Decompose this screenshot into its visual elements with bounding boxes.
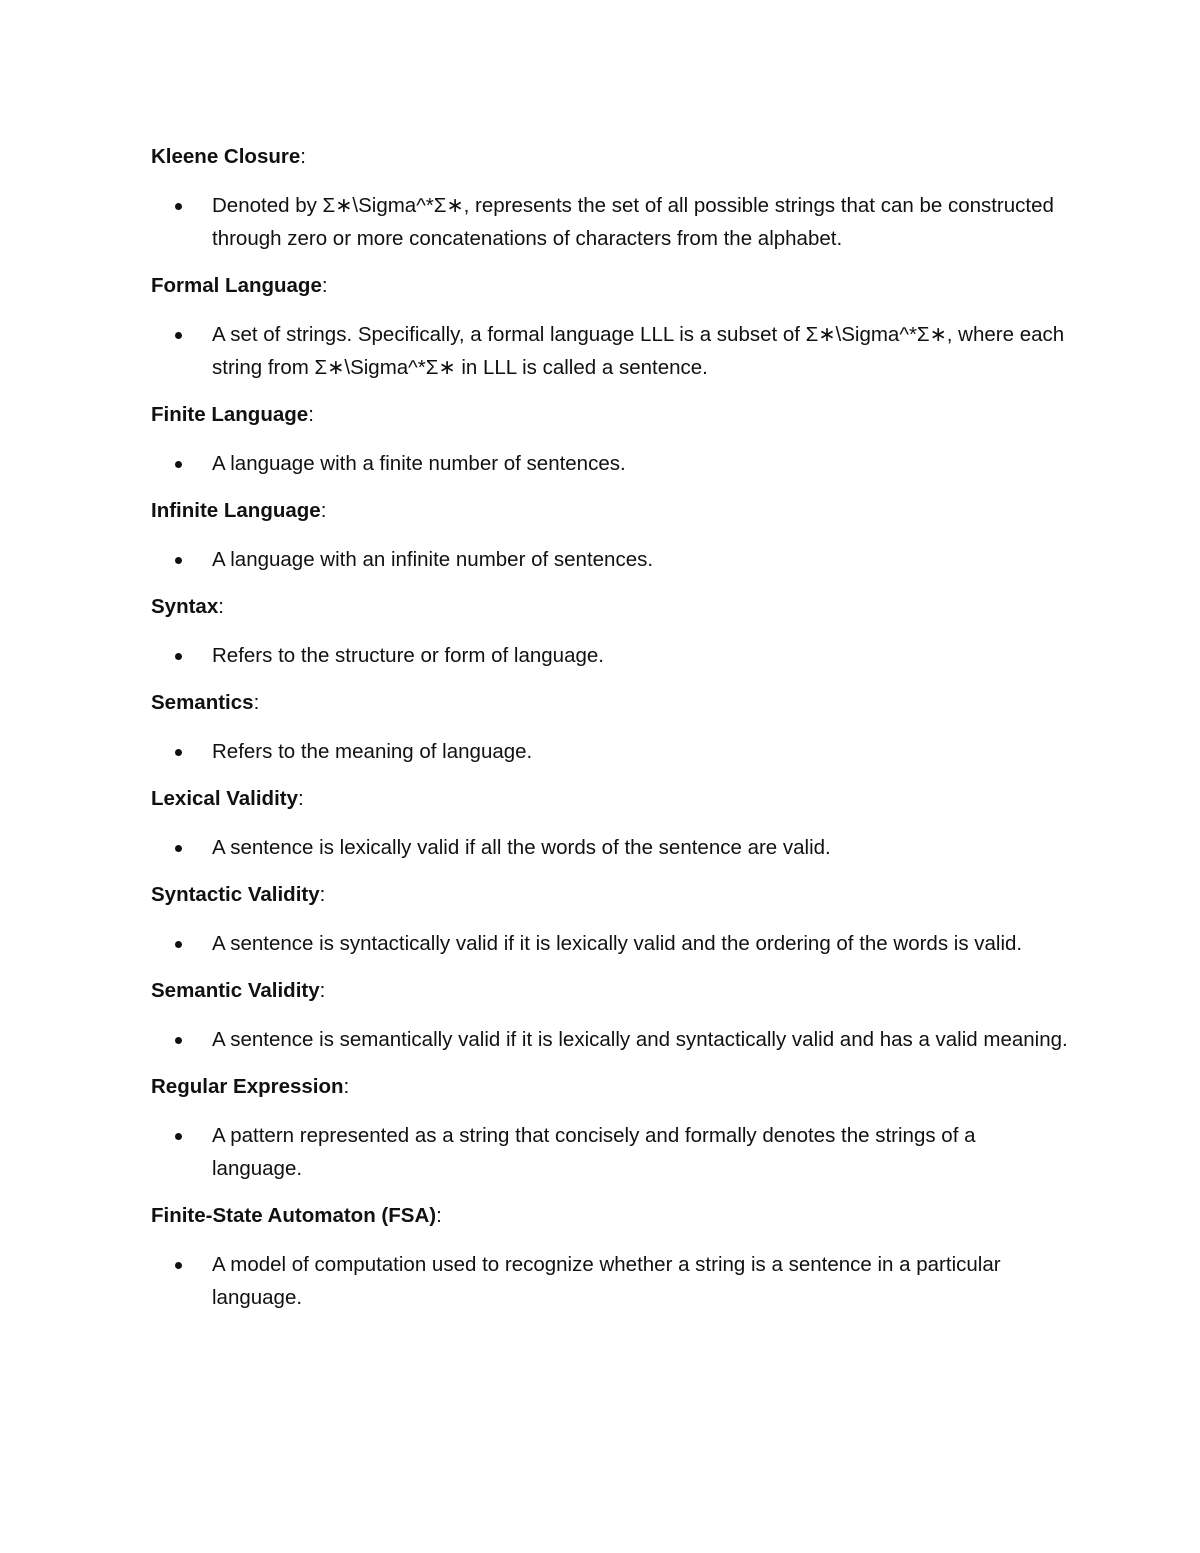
term-title: Syntactic Validity bbox=[151, 883, 320, 906]
definition-text: Refers to the meaning of language. bbox=[212, 740, 533, 763]
term-title: Infinite Language bbox=[151, 499, 321, 522]
glossary bbox=[151, 140, 1071, 1328]
term-heading bbox=[151, 974, 1071, 1007]
term-title: Syntax bbox=[151, 595, 219, 618]
definition-text: A language with an infinite number of sentences. bbox=[212, 548, 654, 571]
definition-item bbox=[151, 189, 1071, 255]
term-colon: : bbox=[319, 979, 326, 1002]
term-colon: : bbox=[436, 1204, 442, 1227]
definition-text: A pattern represented as a string that concisely and formally denotes the strings of a language. bbox=[212, 1124, 976, 1180]
definition-list bbox=[151, 639, 1071, 672]
definition-text: A model of computation used to recognize whether a string is a sentence in a particular language. bbox=[212, 1253, 1001, 1309]
term-syntax bbox=[151, 590, 1071, 672]
term-lexical-validity bbox=[151, 782, 1071, 864]
term-heading bbox=[151, 140, 1071, 173]
term-heading bbox=[151, 398, 1071, 431]
term-title: Semantics bbox=[151, 691, 254, 714]
definition-text: A sentence is semantically valid if it is lexically and syntactically valid and has a valid meaning. bbox=[212, 1028, 1068, 1051]
definition-item bbox=[151, 318, 1071, 384]
definition-item bbox=[151, 735, 1071, 768]
bullet-icon bbox=[175, 461, 182, 468]
definition-list bbox=[151, 831, 1071, 864]
definition-text: A sentence is lexically valid if all the words of the sentence are valid. bbox=[212, 836, 831, 859]
bullet-icon bbox=[175, 653, 182, 660]
definition-list bbox=[151, 447, 1071, 480]
term-colon: : bbox=[300, 145, 306, 168]
term-heading bbox=[151, 269, 1071, 302]
definition-item bbox=[151, 543, 1071, 576]
term-heading bbox=[151, 590, 1071, 623]
term-heading bbox=[151, 1070, 1071, 1103]
definition-list bbox=[151, 1119, 1071, 1185]
definition-item bbox=[151, 1119, 1071, 1185]
definition-text: A sentence is syntactically valid if it is lexically valid and the ordering of the words is valid. bbox=[212, 932, 1023, 955]
term-title: Finite-State Automaton (FSA) bbox=[151, 1204, 437, 1227]
bullet-icon bbox=[175, 845, 182, 852]
definition-list bbox=[151, 735, 1071, 768]
term-heading bbox=[151, 1199, 1071, 1232]
definition-list bbox=[151, 543, 1071, 576]
definition-item bbox=[151, 927, 1071, 960]
term-colon: : bbox=[321, 274, 328, 297]
bullet-icon bbox=[175, 1262, 182, 1269]
term-heading bbox=[151, 878, 1071, 911]
term-heading bbox=[151, 782, 1071, 815]
term-colon: : bbox=[298, 787, 304, 810]
term-regular-expression bbox=[151, 1070, 1071, 1185]
term-title: Kleene Closure bbox=[151, 145, 301, 168]
definition-item bbox=[151, 831, 1071, 864]
term-colon: : bbox=[218, 595, 224, 618]
bullet-icon bbox=[175, 749, 182, 756]
term-title: Formal Language bbox=[151, 274, 322, 297]
term-syntactic-validity bbox=[151, 878, 1071, 960]
term-kleene-closure bbox=[151, 140, 1071, 255]
definition-list bbox=[151, 927, 1071, 960]
definition-item bbox=[151, 1023, 1071, 1056]
term-colon: : bbox=[320, 499, 327, 522]
term-title: Semantic Validity bbox=[151, 979, 320, 1002]
term-title: Finite Language bbox=[151, 403, 309, 426]
term-finite-language bbox=[151, 398, 1071, 480]
bullet-icon bbox=[175, 941, 182, 948]
definition-text: A language with a finite number of sentences. bbox=[212, 452, 626, 475]
term-colon: : bbox=[308, 403, 314, 426]
term-title: Regular Expression bbox=[151, 1075, 344, 1098]
bullet-icon bbox=[175, 332, 182, 339]
term-colon: : bbox=[343, 1075, 350, 1098]
term-title: Lexical Validity bbox=[151, 787, 298, 810]
definition-item bbox=[151, 1248, 1071, 1314]
definition-list bbox=[151, 1023, 1071, 1056]
term-infinite-language bbox=[151, 494, 1071, 576]
term-semantics bbox=[151, 686, 1071, 768]
term-semantic-validity bbox=[151, 974, 1071, 1056]
definition-list bbox=[151, 1248, 1071, 1314]
term-formal-language bbox=[151, 269, 1071, 384]
bullet-icon bbox=[175, 203, 182, 210]
definition-text: A set of strings. Specifically, a formal language LLL is a subset of Σ∗\Sigma^*Σ∗, where each string from Σ∗\Sigma^*Σ∗ in LLL is called a sentence. bbox=[212, 323, 1065, 379]
term-heading bbox=[151, 686, 1071, 719]
term-colon: : bbox=[319, 883, 326, 906]
definition-text: Denoted by Σ∗\Sigma^*Σ∗, represents the set of all possible strings that can be constructed through zero or more concatenations of characters from the alphabet. bbox=[212, 194, 1054, 250]
term-heading bbox=[151, 494, 1071, 527]
bullet-icon bbox=[175, 1133, 182, 1140]
term-finite-state-automaton bbox=[151, 1199, 1071, 1314]
definition-item bbox=[151, 447, 1071, 480]
bullet-icon bbox=[175, 1037, 182, 1044]
definition-list bbox=[151, 318, 1071, 384]
bullet-icon bbox=[175, 557, 182, 564]
term-colon: : bbox=[253, 691, 260, 714]
definition-text: Refers to the structure or form of language. bbox=[212, 644, 604, 667]
definition-item bbox=[151, 639, 1071, 672]
definition-list bbox=[151, 189, 1071, 255]
